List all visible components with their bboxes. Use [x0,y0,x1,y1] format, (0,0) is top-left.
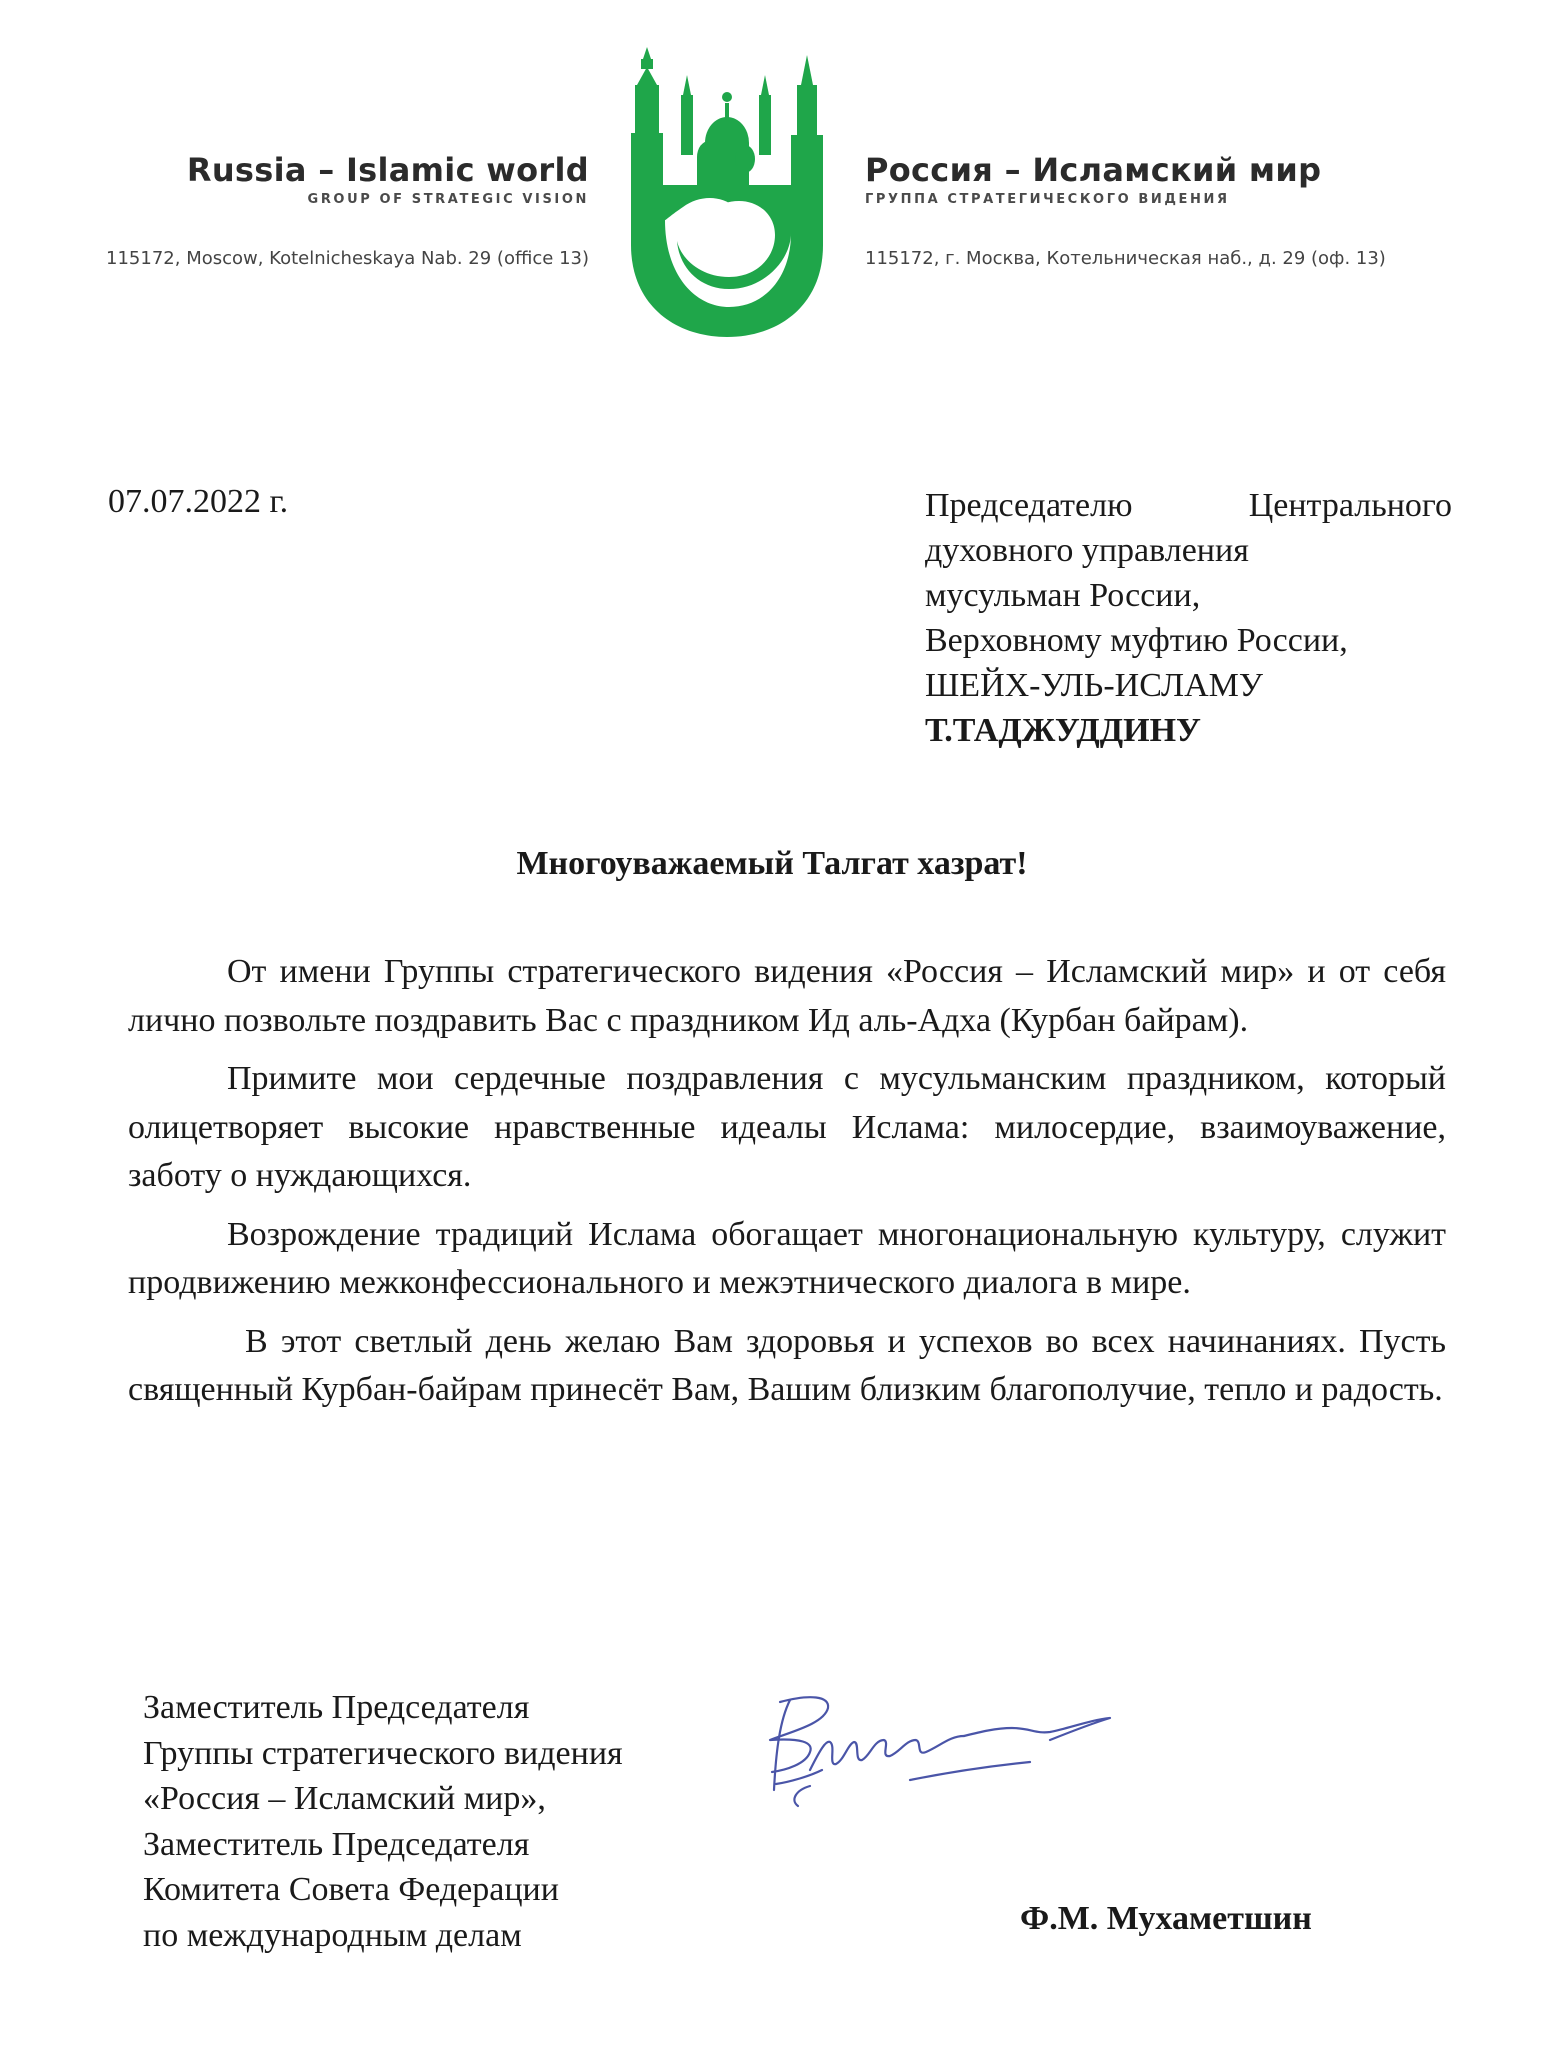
org-subtitle-ru: ГРУППА СТРАТЕГИЧЕСКОГО ВИДЕНИЯ [865,192,1230,207]
addressee-line-1 [925,483,1452,528]
org-block-ru [865,150,1321,207]
signer-title-line-2: Группы стратегического видения [143,1734,623,1772]
addressee-line-3: мусульман России, [925,577,1201,614]
org-title-ru: Россия – Исламский мир [865,151,1322,189]
addressee-line-1b: Центрального [1248,487,1452,524]
paragraph-1: От имени Группы стратегического видения «Россия – Исламский мир» и от себя лично позвольте поздравить Вас с праздником Ид аль-Адха (Курбан байрам). [128,953,1446,1039]
addressee-line-4: Верховному муфтию России, [925,622,1348,659]
org-address-ru: 115172, г. Москва, Котельническая наб., д. 29 (оф. 13) [865,248,1386,269]
org-title-en: Russia – Islamic world [186,151,589,189]
paragraph-2: Примите мои сердечные поздравления с мусульманским праздником, который олицетворяет высокие нравственные идеалы Ислама: милосердие, взаимоуважение, заботу о нуждающихся. [128,1060,1446,1194]
signer-title-line-6: по международным делам [143,1916,522,1954]
addressee-line-2: духовного управления [925,532,1249,569]
org-address-en: 115172, Moscow, Kotelnicheskaya Nab. 29 (office 13) [106,248,589,269]
letter-date: 07.07.2022 г. [108,483,289,520]
addressee-line-1a: Председателю [925,487,1133,524]
signer-title-line-5: Комитета Совета Федерации [143,1871,559,1908]
paragraph-4: В этот светлый день желаю Вам здоровья и успехов во всех начинаниях. Пусть священный Курбан-байрам принесёт Вам, Вашим близким благополучие, тепло и радость. [128,1322,1446,1408]
org-subtitle-en: GROUP OF STRATEGIC VISION [307,192,589,207]
signer-title-block [143,1685,623,1958]
paragraph-3: Возрождение традиций Ислама обогащает многонациональную культуру, служит продвижению межконфессионального и межэтнического диалога в мире. [128,1215,1446,1301]
kremlin-mosque-logo-icon [625,45,830,340]
addressee-line-5: ШЕЙХ-УЛЬ-ИСЛАМУ [925,667,1263,704]
addressee-block [925,483,1452,753]
letter-body [128,948,1446,1425]
org-block-en [187,150,589,207]
signer-title-line-3: «Россия – Исламский мир», [143,1780,546,1817]
signer-title-line-1: Заместитель Председателя [143,1689,530,1726]
addressee-name: Т.ТАДЖУДДИНУ [925,712,1201,749]
salutation: Многоуважаемый Талгат хазрат! [516,845,1028,882]
signer-title-line-4: Заместитель Председателя [143,1825,530,1863]
handwritten-signature-icon [750,1680,1130,1830]
signer-name: Ф.М. Мухаметшин [1020,1900,1312,1937]
